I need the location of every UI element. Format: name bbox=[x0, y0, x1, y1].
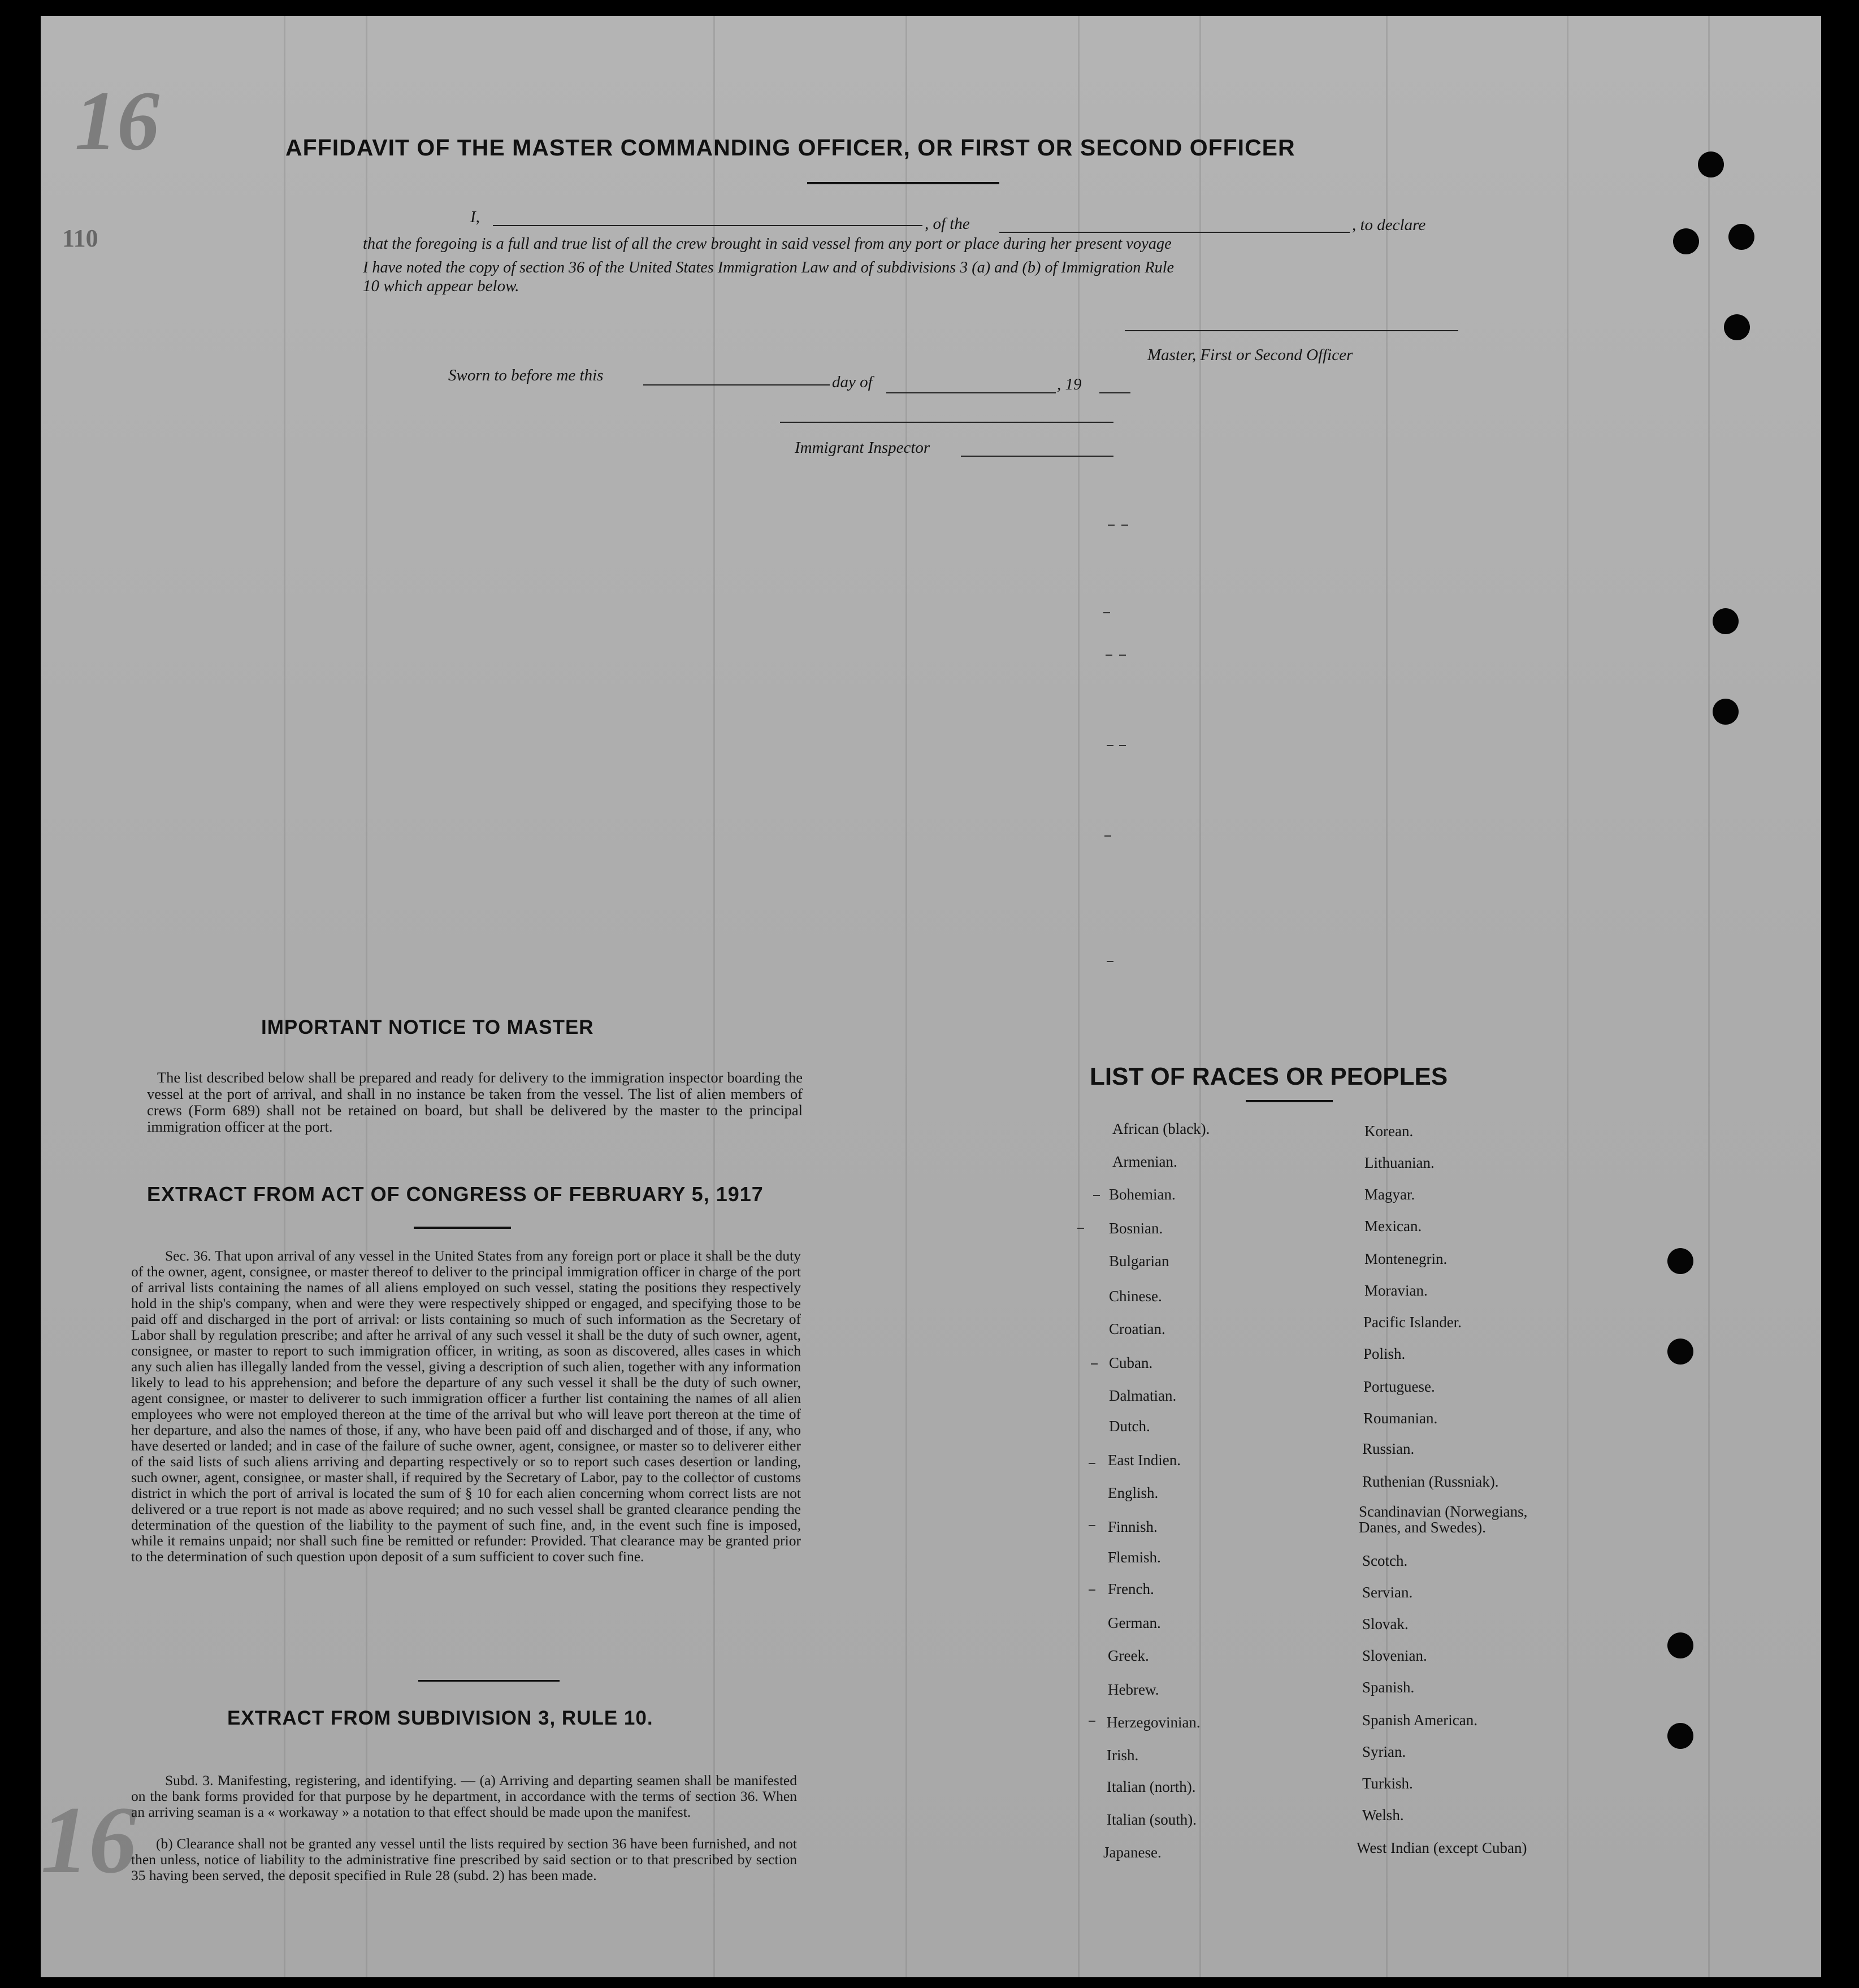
dash-mark bbox=[1104, 835, 1111, 837]
rule-text-a: Subd. 3. Manifesting, registering, and identifying. — (a) Arriving and departing seamen shall be manifested on the bank forms provided for that purpose by he department, in accordance with the terms of section 36. When an arriving seaman is a « workaway » a notation to that effect should be made upon the manifest. bbox=[131, 1772, 797, 1820]
dash-mark bbox=[1119, 745, 1126, 746]
dash-mark bbox=[1093, 1195, 1100, 1196]
dash-mark bbox=[1089, 1589, 1095, 1591]
race-item: Japanese. bbox=[1103, 1844, 1162, 1861]
race-item: Turkish. bbox=[1362, 1775, 1413, 1792]
race-item: French. bbox=[1108, 1580, 1154, 1597]
race-item: Mexican. bbox=[1364, 1218, 1422, 1235]
race-item: Flemish. bbox=[1108, 1549, 1161, 1566]
race-item: Servian. bbox=[1362, 1584, 1413, 1601]
affidavit-line-2: that the foregoing is a full and true list of all the crew brought in said vessel from any port or place during her present voyage bbox=[363, 235, 1172, 253]
race-item: Magyar. bbox=[1364, 1186, 1415, 1203]
dash-mark bbox=[1107, 961, 1113, 962]
dash-mark bbox=[1089, 1463, 1095, 1464]
binder-hole bbox=[1724, 314, 1750, 340]
race-item: Chinese. bbox=[1109, 1288, 1162, 1305]
race-item: Croatian. bbox=[1109, 1320, 1165, 1337]
binder-hole bbox=[1667, 1339, 1693, 1365]
binder-hole bbox=[1673, 228, 1699, 254]
race-item: African (black). bbox=[1112, 1120, 1210, 1137]
dash-mark bbox=[1089, 1721, 1095, 1722]
race-item: Lithuanian. bbox=[1364, 1154, 1435, 1171]
affidavit-of-the: , of the bbox=[925, 215, 970, 233]
month-blank[interactable] bbox=[886, 392, 1056, 393]
document-page bbox=[41, 16, 1821, 1977]
race-item: Roumanian. bbox=[1363, 1410, 1438, 1427]
dash-mark bbox=[1077, 1228, 1084, 1229]
top-left-handwritten-number: 16 bbox=[75, 74, 159, 168]
dash-mark bbox=[1121, 525, 1128, 526]
race-item: Spanish American. bbox=[1362, 1712, 1477, 1729]
race-item: Italian (north). bbox=[1107, 1778, 1196, 1795]
race-item: Greek. bbox=[1108, 1647, 1149, 1664]
inspector-name-blank[interactable] bbox=[961, 456, 1113, 457]
binder-hole bbox=[1667, 1632, 1693, 1658]
dash-mark bbox=[1089, 1525, 1095, 1526]
dash-mark bbox=[1103, 612, 1110, 613]
binder-hole bbox=[1698, 151, 1724, 177]
year-label: , 19 bbox=[1057, 375, 1082, 393]
affidavit-line-4: 10 which appear below. bbox=[363, 277, 519, 295]
race-item: Italian (south). bbox=[1107, 1811, 1197, 1828]
act-underline bbox=[414, 1227, 511, 1229]
bottom-left-handwritten-number: 16 bbox=[41, 1787, 137, 1893]
race-item: Cuban. bbox=[1109, 1354, 1153, 1371]
vessel-blank[interactable] bbox=[999, 232, 1350, 233]
race-item: East Indien. bbox=[1108, 1452, 1181, 1469]
race-item: Russian. bbox=[1362, 1440, 1415, 1457]
races-title: LIST OF RACES OR PEOPLES bbox=[1090, 1063, 1448, 1090]
dash-mark bbox=[1108, 525, 1115, 526]
dash-mark bbox=[1107, 745, 1113, 746]
race-item: Pacific Islander. bbox=[1363, 1314, 1462, 1331]
sworn-day-blank[interactable] bbox=[643, 384, 830, 386]
race-item: Scandinavian (Norwegians, Danes, and Swedes). bbox=[1359, 1503, 1528, 1536]
race-item: German. bbox=[1108, 1614, 1161, 1631]
race-item: Ruthenian (Russniak). bbox=[1362, 1473, 1499, 1490]
race-item: Scotch. bbox=[1362, 1552, 1408, 1569]
inspector-signature-blank[interactable] bbox=[780, 422, 1113, 423]
race-item: Finnish. bbox=[1108, 1518, 1158, 1535]
binder-hole bbox=[1667, 1723, 1693, 1749]
affidavit-title: AFFIDAVIT OF THE MASTER COMMANDING OFFICER, OR FIRST OR SECOND OFFICER bbox=[285, 135, 1295, 161]
race-item: Portuguese. bbox=[1363, 1378, 1435, 1395]
left-page-number: 110 bbox=[62, 224, 98, 252]
race-item: Bulgarian bbox=[1109, 1253, 1169, 1270]
affidavit-to-declare: , to declare bbox=[1352, 216, 1426, 234]
rule-text-b: (b) Clearance shall not be granted any vessel until the lists required by section 36 have been furnished, and not then unless, notice of liability to the administrative fine prescribed by said section or to that prescribed by section 35 having been served, the deposit specified in Rule 28 (subd. 2) has been made. bbox=[131, 1835, 797, 1883]
binder-hole bbox=[1667, 1248, 1693, 1274]
name-blank[interactable] bbox=[493, 225, 922, 226]
race-item: West Indian (except Cuban) bbox=[1357, 1839, 1527, 1856]
inspector-label: Immigrant Inspector bbox=[795, 439, 930, 457]
signatory-label: Master, First or Second Officer bbox=[1147, 346, 1353, 364]
title-underline bbox=[807, 182, 999, 184]
affidavit-line-3: I have noted the copy of section 36 of the United States Immigration Law and of subdivisions 3 (a) and (b) of Immigration Rule bbox=[363, 259, 1175, 276]
affidavit-i: I, bbox=[470, 208, 480, 226]
binder-hole bbox=[1713, 699, 1739, 725]
dash-mark bbox=[1091, 1363, 1098, 1365]
race-item: Polish. bbox=[1363, 1345, 1406, 1362]
sworn-label: Sworn to before me this bbox=[448, 366, 604, 384]
act-text: Sec. 36. That upon arrival of any vessel in the United States from any foreign port or place it shall be the duty of the owner, agent, consignee, or master thereof to deliver to the principal immigration officer in charge of the port of arrival lists containing the names of all aliens employed on such vessel, stating the positions they respectively hold in the ship's company, when and were they were respectively shipped or engaged, and specifying those to be paid off and discharged in the port of arrival: or lists containing so much of such information as the Secretary of Labor shall by regulation prescribe; and after he arrival of any such vessel it shall be the duty of such owner, agent, consignee, or master to report to such immigration officer, in writing, as soon as discovered, alles cases in which any such alien has illegally landed from the vessel, giving a description of such alien, together with any information likely to lead to his apprehension; and before the departure of any such vessel it shall be the duty of such owner, agent consignee, or master to deliverer to such immigration officer a further list containing the names of all alien employees who were not employed thereon at the time of the arrival but who will leave port thereon at the time of her departure, and also the names of those, if any, who have been paid off and discharged and of those, if any, who have deserted or landed; and in case of the failure of suche owner, agent, consignee, or master so to deliverer either of the said lists of such aliens arriving and departing respectively or so to report such cases desertion or landing, such owner, agent, consignee, or master shall, if required by the Secretary of Labor, pay to the collector of customs district in which the port of arrival is located the sum of § 10 for each alien concerning whom correct lists are not delivered or a true report is not made as above required; and no such vessel shall be granted clearance pending the determination of the question of the liability to the payment of such fine, and, in the event such fine is imposed, while it remains unpaid; nor shall such fine be remitted or refunder: Provided. That clearance may be granted prior to the determination of such question upon deposit of a sum sufficient to cover such fine. bbox=[131, 1248, 801, 1565]
notice-text: The list described below shall be prepared and ready for delivery to the immigration inspector boarding the vessel at the port of arrival, and shall in no instance be taken from the vessel. The list of alien members of crews (Form 689) shall not be retained on board, but shall be delivered by the master to the principal immigration officer at the port. bbox=[147, 1069, 803, 1135]
race-item: Spanish. bbox=[1362, 1679, 1415, 1696]
rule-title: EXTRACT FROM SUBDIVISION 3, RULE 10. bbox=[227, 1707, 653, 1729]
race-item: Montenegrin. bbox=[1364, 1250, 1448, 1267]
race-item: Armenian. bbox=[1112, 1153, 1177, 1170]
act-title: EXTRACT FROM ACT OF CONGRESS OF FEBRUARY 5, 1917 bbox=[147, 1183, 764, 1206]
dash-mark bbox=[1119, 655, 1126, 656]
binder-hole bbox=[1713, 608, 1739, 634]
race-item: Herzegovinian. bbox=[1107, 1714, 1201, 1731]
notice-title: IMPORTANT NOTICE TO MASTER bbox=[261, 1016, 594, 1038]
race-item: English. bbox=[1108, 1484, 1159, 1501]
race-item: Hebrew. bbox=[1108, 1681, 1159, 1698]
race-item: Welsh. bbox=[1362, 1807, 1404, 1824]
race-item: Moravian. bbox=[1364, 1282, 1428, 1299]
year-blank[interactable] bbox=[1099, 392, 1130, 393]
day-of-label: day of bbox=[832, 373, 873, 391]
binder-hole bbox=[1728, 224, 1754, 250]
race-item: Dalmatian. bbox=[1109, 1387, 1177, 1404]
race-item: Slovenian. bbox=[1362, 1647, 1427, 1664]
act-end-rule bbox=[418, 1680, 560, 1682]
race-item: Korean. bbox=[1364, 1123, 1414, 1140]
race-item: Bohemian. bbox=[1109, 1186, 1176, 1203]
dash-mark bbox=[1106, 655, 1112, 656]
race-item: Slovak. bbox=[1362, 1615, 1409, 1632]
signature-blank[interactable] bbox=[1125, 330, 1458, 331]
race-item: Irish. bbox=[1107, 1747, 1139, 1764]
race-item: Bosnian. bbox=[1109, 1220, 1163, 1237]
races-underline bbox=[1246, 1100, 1333, 1102]
race-item: Syrian. bbox=[1362, 1743, 1406, 1760]
race-item: Dutch. bbox=[1109, 1418, 1150, 1435]
